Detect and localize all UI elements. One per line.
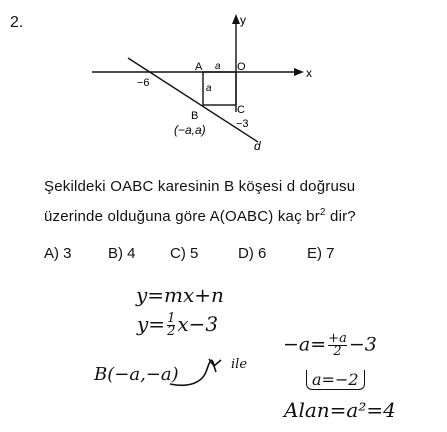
label-c: C (237, 104, 245, 116)
eq2-num: 1 (167, 311, 176, 326)
choice-c[interactable]: C) 5 (170, 245, 199, 262)
handwritten-result: a=−2 (306, 370, 365, 390)
choice-d[interactable]: D) 6 (238, 245, 267, 262)
solve-num: +a (328, 331, 347, 346)
label-a-top: a (215, 61, 221, 72)
question-text-line2 (44, 207, 356, 225)
label-d: d (254, 139, 261, 153)
handwritten-point-b: B(−a,−a) (94, 364, 179, 385)
label-a: A (195, 61, 203, 73)
label-minus6: −6 (137, 77, 150, 89)
label-o: O (237, 61, 246, 73)
eq2-den: 2 (167, 324, 176, 339)
solve-lhs: −a= (283, 333, 327, 356)
handwritten-ile: ile (231, 357, 248, 372)
label-b: B (191, 110, 199, 122)
question-text-line1: Şekildeki OABC karesinin B köşesi d doğrusu (44, 178, 356, 195)
y-axis-arrow (232, 14, 240, 24)
coordinate-figure (0, 0, 447, 175)
handwritten-solve (283, 333, 377, 358)
solve-fraction (328, 333, 347, 358)
handwritten-eq2 (137, 312, 218, 338)
choice-b[interactable]: B) 4 (108, 245, 136, 262)
solve-den: 2 (333, 344, 342, 359)
question-text-line2-main: üzerinde olduğuna göre A(OABC) kaç br (44, 208, 320, 225)
eq2-lhs: y= (137, 312, 166, 336)
label-b-coord: (−a,a) (174, 123, 206, 137)
solve-rhs: −3 (348, 333, 377, 356)
label-x: x (306, 66, 312, 80)
label-a-side: a (206, 83, 212, 94)
eq2-fraction (167, 313, 175, 338)
question-number: 2. (10, 14, 24, 31)
eq2-rhs: x−3 (177, 312, 219, 336)
choice-e[interactable]: E) 7 (307, 245, 335, 262)
handwritten-area: Alan=a²=4 (284, 398, 396, 422)
handwritten-eq1: y=mx+n (136, 283, 224, 307)
label-minus3: −3 (236, 118, 249, 130)
label-y: y (240, 13, 246, 27)
x-axis-arrow (294, 68, 304, 76)
superscript-2: 2 (319, 207, 326, 218)
choice-a[interactable]: A) 3 (44, 245, 72, 262)
question-text-line2-end: dir? (325, 208, 356, 225)
